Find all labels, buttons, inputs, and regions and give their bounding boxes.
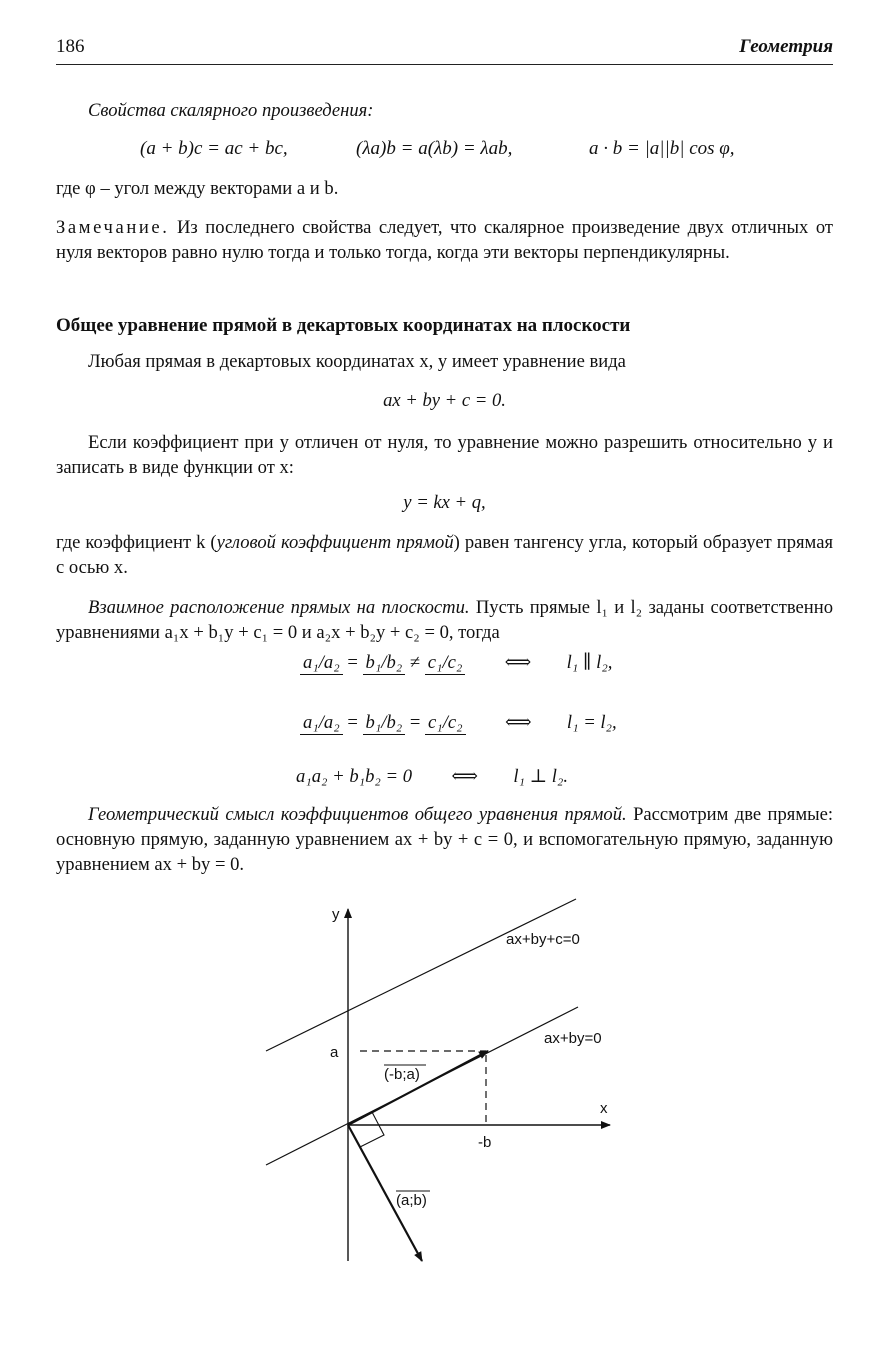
angle-definition: где φ – угол между векторами a и b. bbox=[56, 178, 339, 199]
lines-figure bbox=[250, 895, 630, 1275]
remark-text: Из последнего свойства следует, что скалярное произведение двух отличных от нуля векторов равно нулю тогда и только тогда, когда эти векторы перпендикулярны. bbox=[56, 217, 833, 263]
label-vector-minus-b-a: (-b;a) bbox=[384, 1066, 420, 1083]
ratio-c-num: c₁/c₂ bbox=[425, 652, 466, 675]
op-eq: = bbox=[347, 652, 358, 673]
iff-symbol: ⟺ bbox=[504, 652, 532, 673]
fraction-b bbox=[363, 712, 406, 735]
label-aux-line: ax+by=0 bbox=[544, 1030, 602, 1047]
intro-paragraph: Любая прямая в декартовых координатах x, y имеет уравнение вида bbox=[88, 351, 626, 372]
slope-text-end: ) равен тангенсу угла, который образует прямая с осью x. bbox=[56, 532, 833, 578]
fraction-c bbox=[425, 652, 466, 675]
ratio-c-num: c₁/c₂ bbox=[425, 712, 466, 735]
remark-label: Замечание. bbox=[56, 217, 170, 238]
mutual-text: Пусть прямые l₁ и l₂ заданы соответственно уравнениями a₁x + b₁y + c₁ = 0 и a₂x + b₂y + c₂ = 0, тогда bbox=[56, 597, 834, 643]
page-number: 186 bbox=[56, 36, 85, 57]
formula-scalar-factor: (λa)b = a(λb) = λab, bbox=[356, 138, 513, 159]
slope-text-start: где коэффициент k ( bbox=[56, 532, 217, 553]
general-equation: ax + by + c = 0. bbox=[383, 390, 506, 411]
formula-cosine: a · b = |a||b| cos φ, bbox=[589, 138, 735, 159]
ratio-b-num: b₁/b₂ bbox=[363, 652, 406, 675]
label-vector-a-b: (a;b) bbox=[396, 1192, 427, 1209]
scalar-properties-title: Свойства скалярного произведения: bbox=[88, 100, 374, 121]
fraction-b bbox=[363, 652, 406, 675]
op-neq: ≠ bbox=[409, 652, 421, 673]
ratio-a-num: a₁/a₂ bbox=[300, 712, 343, 735]
slope-equation: y = kx + q, bbox=[403, 492, 486, 513]
label-y: y bbox=[332, 906, 340, 923]
section-heading: Общее уравнение прямой в декартовых координатах на плоскости bbox=[56, 315, 631, 336]
iff-symbol: ⟺ bbox=[451, 766, 478, 787]
vector-minus-b-a bbox=[348, 1051, 488, 1125]
geometric-title: Геометрический смысл коэффициентов общего уравнения прямой. bbox=[88, 804, 627, 825]
label-a: a bbox=[330, 1044, 339, 1061]
result-coincident: l₁ = l₂, bbox=[566, 712, 617, 733]
ratio-b-num: b₁/b₂ bbox=[363, 712, 406, 735]
page-header bbox=[56, 34, 833, 65]
perp-condition: a₁a₂ + b₁b₂ = 0 bbox=[296, 766, 413, 787]
condition-parallel bbox=[300, 652, 612, 675]
result-parallel: l₁ ∥ l₂, bbox=[566, 652, 613, 673]
geometric-paragraph bbox=[56, 802, 833, 877]
fraction-c bbox=[425, 712, 466, 735]
fraction-a bbox=[300, 652, 343, 675]
main-line bbox=[266, 899, 576, 1051]
result-perpendicular: l₁ ⊥ l₂. bbox=[513, 766, 569, 787]
slope-paragraph bbox=[56, 530, 833, 580]
condition-coincident bbox=[300, 712, 617, 735]
label-minus-b: -b bbox=[478, 1134, 492, 1151]
remark-paragraph bbox=[56, 215, 833, 265]
scalar-properties-formulas bbox=[56, 134, 833, 168]
slope-term: угловой коэффициент прямой bbox=[216, 532, 454, 553]
geometric-text: Рассмотрим две прямые: основную прямую, заданную уравнением ax + by + c = 0, и вспомогательную прямую, заданную уравнением ax + by = 0. bbox=[56, 804, 834, 875]
op-eq: = bbox=[409, 712, 421, 733]
running-title: Геометрия bbox=[739, 36, 833, 57]
label-x: x bbox=[600, 1100, 608, 1117]
condition-perpendicular bbox=[296, 766, 568, 788]
op-eq: = bbox=[347, 712, 358, 733]
solve-paragraph: Если коэффициент при y отличен от нуля, то уравнение можно разрешить относительно y и записать в виде функции от x: bbox=[56, 432, 833, 478]
ratio-a-num: a₁/a₂ bbox=[300, 652, 343, 675]
label-main-line: ax+by+c=0 bbox=[506, 931, 580, 948]
formula-distributive: (a + b)c = ac + bc, bbox=[140, 138, 288, 159]
fraction-a bbox=[300, 712, 343, 735]
mutual-title: Взаимное расположение прямых на плоскости. bbox=[88, 597, 470, 618]
iff-symbol: ⟺ bbox=[504, 712, 532, 733]
mutual-paragraph bbox=[56, 595, 833, 645]
